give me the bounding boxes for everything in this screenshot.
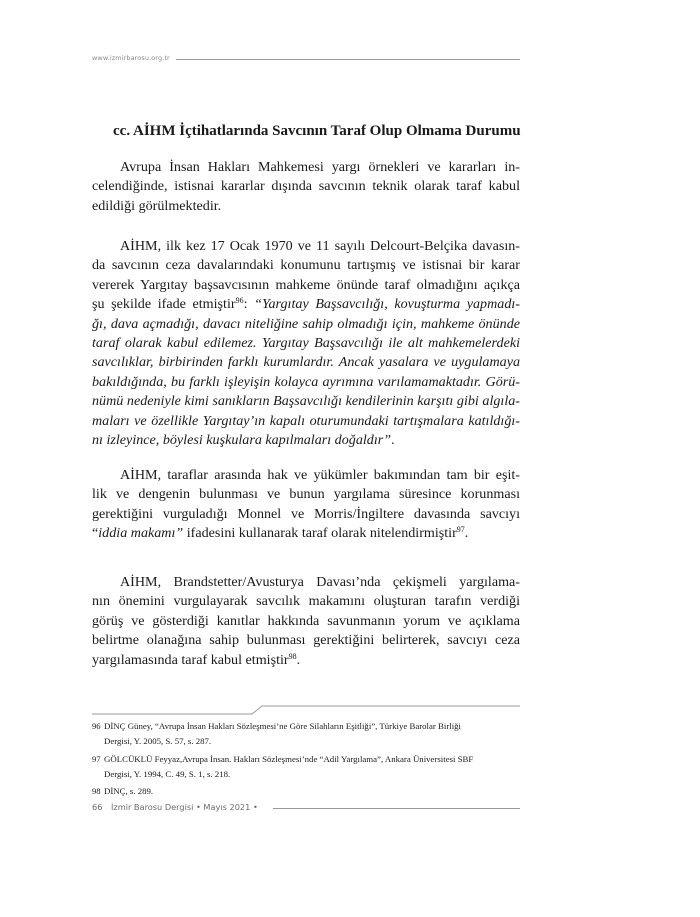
paragraph-1 — [92, 158, 520, 216]
paragraph-line: belirtme olanağına sahip bulunması gerektiğini belirterek, savcıyı ceza — [92, 632, 520, 649]
footnote-ref-96[interactable]: 96 — [235, 296, 244, 306]
text-run: ifadesini kullanarak taraf olarak nitelendirmiştir — [183, 525, 457, 542]
journal-name: İzmir Barosu Dergisi • Mayıs 2021 • — [111, 802, 258, 812]
paragraph-line: da savcının ceza davalarındaki konumunu tartışmış ve istisnai bir karar — [92, 257, 520, 274]
quote-line: nümü nedeniyle kimi sanıkların Başsavcılığı kendilerinin karşıtı gibi algıla- — [92, 393, 520, 410]
quote-line: savcılıklar, birbirinden farklı kurumlardır. Ancak yasalara ve uygulamaya — [92, 354, 520, 371]
text-run: yargılamasında taraf kabul etmiştir — [92, 651, 289, 668]
footnote-line: GÖLCÜKLÜ Feyyaz,Avrupa İnsan. Hakları Sözleşmesi’nde “Adil Yargılama”, Ankara Üniversitesi SBF — [104, 754, 474, 764]
footnote-number: 98 — [92, 786, 101, 796]
footnote-separator — [92, 705, 520, 715]
page-number: 66 — [92, 802, 103, 812]
text-run: “ — [92, 525, 99, 542]
footnote-ref-98[interactable]: 98 — [288, 651, 297, 661]
page-footer — [92, 802, 520, 816]
paragraph-4 — [92, 573, 520, 670]
paragraph-line: celendiğinde, istisnai kararlar dışında savcının teknik olarak taraf kabul — [92, 178, 520, 195]
paragraph-line: vererek Yargıtay başsavcısının mahkeme önünde taraf olmadığını açıkça — [92, 276, 520, 293]
quote-line: maları ve özellikle Yargıtay’ın kapalı oturumundaki tartışmalara katıldığı- — [92, 412, 520, 429]
text-run: . — [391, 431, 395, 448]
header-rule — [176, 59, 520, 60]
paragraph-line: lik ve dengenin bulunması ve bunun yargılama süresince korunması — [92, 486, 520, 503]
footnote-line: DİNÇ Güney, “Avrupa İnsan Hakları Sözleşmesi’ne Göre Silahların Eşitliği”, Türkiye Barolar Birliği — [104, 721, 461, 731]
footnote-number: 97 — [92, 754, 101, 764]
paragraph-line — [92, 524, 520, 543]
paragraph-line — [92, 295, 520, 314]
quote-text: “Yargıtay Başsavcılığı, kovuşturma yapmadı- — [254, 296, 520, 313]
text-run: . — [464, 525, 469, 542]
quote-text: iddia makamı” — [98, 525, 184, 542]
quote-line: taraf olarak kabul edilemez. Yargıtay Başsavcılığı ile alt mahkemelerdeki — [92, 334, 520, 351]
quote-line: bakıldığında, bu farklı işleyişin kolayca ayrımına varılamamaktadır. Görü- — [92, 373, 520, 390]
footnote-line: Dergisi, Y. 1994, C. 49, S. 1, s. 218. — [104, 769, 231, 779]
paragraph-line: nın önemini vurgulayarak savcılık makamını oluşturan tarafın verdiği — [92, 593, 520, 610]
section-heading: cc. AİHM İçtihatlarında Savcının Taraf Olup Olmama Durumu — [113, 123, 521, 139]
quote-text: nı izleyince, böylesi kuşkulara kapılmaları doğaldır” — [92, 431, 392, 448]
footnote-ref-97[interactable]: 97 — [456, 525, 465, 535]
paragraph-line: gerektiğini vurguladığı Monnel ve Morris/İngiltere davasında savcıyı — [92, 505, 520, 522]
paragraph-line: edildiği görülmektedir. — [92, 197, 222, 214]
header-url: www.izmirbarosu.org.tr — [92, 54, 170, 62]
paragraph-line: AİHM, ilk kez 17 Ocak 1970 ve 11 sayılı Delcourt-Belçika davasın- — [120, 238, 520, 254]
text-run: : — [243, 296, 255, 313]
paragraph-line: görüş ve gösterdiği kanıtlar hakkında savunmanın yorum ve açıklama — [92, 612, 520, 629]
page-header — [92, 53, 520, 67]
paragraph-line — [92, 651, 520, 670]
paragraph-line: AİHM, taraflar arasında hak ve yükümler bakımından tam bir eşit- — [120, 467, 520, 483]
text-run: . — [296, 651, 301, 668]
paragraph-2 — [92, 237, 520, 450]
footnote-line: DİNÇ, s. 289. — [104, 786, 154, 796]
paragraph-line: AİHM, Brandstetter/Avusturya Davası’nda çekişmeli yargılama- — [120, 574, 520, 590]
footnote-number: 96 — [92, 721, 101, 731]
paragraph-3 — [92, 466, 520, 544]
footer-rule — [273, 808, 520, 809]
paragraph-line — [92, 431, 520, 450]
paragraph-line: Avrupa İnsan Hakları Mahkemesi yargı örnekleri ve kararları in- — [120, 159, 520, 175]
text-run: şu şekilde ifade etmiştir — [92, 296, 236, 313]
quote-line: ğı, dava açmadığı, davacı niteliğine sahip olmadığı için, mahkeme önünde — [92, 315, 520, 332]
footnote-line: Dergisi, Y. 2005, S. 57, s. 287. — [104, 736, 212, 746]
